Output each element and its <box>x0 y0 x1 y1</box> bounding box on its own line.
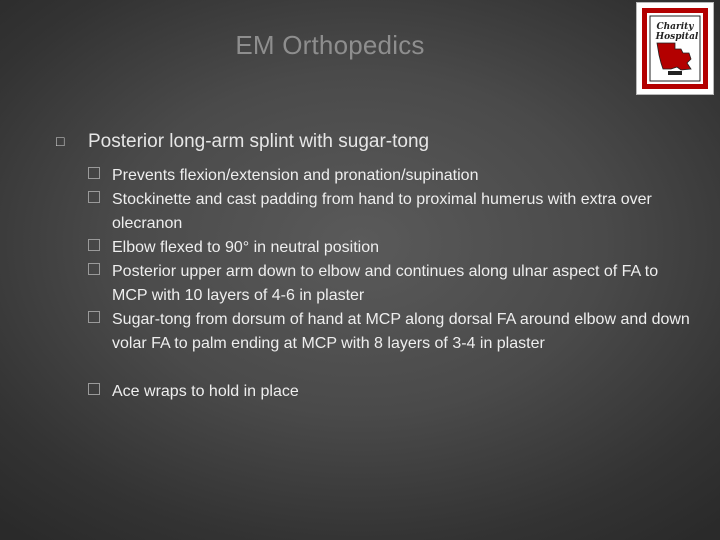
svg-text:Hospital: Hospital <box>655 32 699 42</box>
subbullet-text: Ace wraps to hold in place <box>112 383 299 400</box>
hospital-seal-icon <box>641 7 709 90</box>
subbullet-text: Posterior upper arm down to elbow and continues along ulnar aspect of FA to MCP with 10 layers of 4-6 in plaster <box>112 263 659 304</box>
subbullet-glyph-icon <box>88 191 100 203</box>
subbullet-text: Elbow flexed to 90° in neutral position <box>112 239 380 256</box>
svg-text:Charity: Charity <box>656 22 694 32</box>
main-bullet-text: Posterior long-arm splint with sugar-tong <box>88 131 430 152</box>
subbullet-text: Stockinette and cast padding from hand to proximal humerus with extra over olecranon <box>112 191 652 232</box>
subbullet-glyph-icon <box>88 239 100 251</box>
subbullet-glyph-icon <box>88 311 100 323</box>
subbullet-text: Prevents flexion/extension and pronation/supination <box>112 167 479 184</box>
slide-title: EM Orthopedics <box>235 30 425 60</box>
subbullet-text: Sugar-tong from dorsum of hand at MCP along dorsal FA around elbow and down volar FA to palm ending at MCP with 8 layers of 3-4 in plaster <box>112 311 690 352</box>
subbullet-glyph-icon <box>88 263 100 275</box>
subbullet-glyph-icon <box>88 167 100 179</box>
bullet-glyph-icon: □ <box>56 133 65 149</box>
charity-hospital-logo <box>636 2 714 95</box>
subbullet-glyph-icon <box>88 383 100 395</box>
